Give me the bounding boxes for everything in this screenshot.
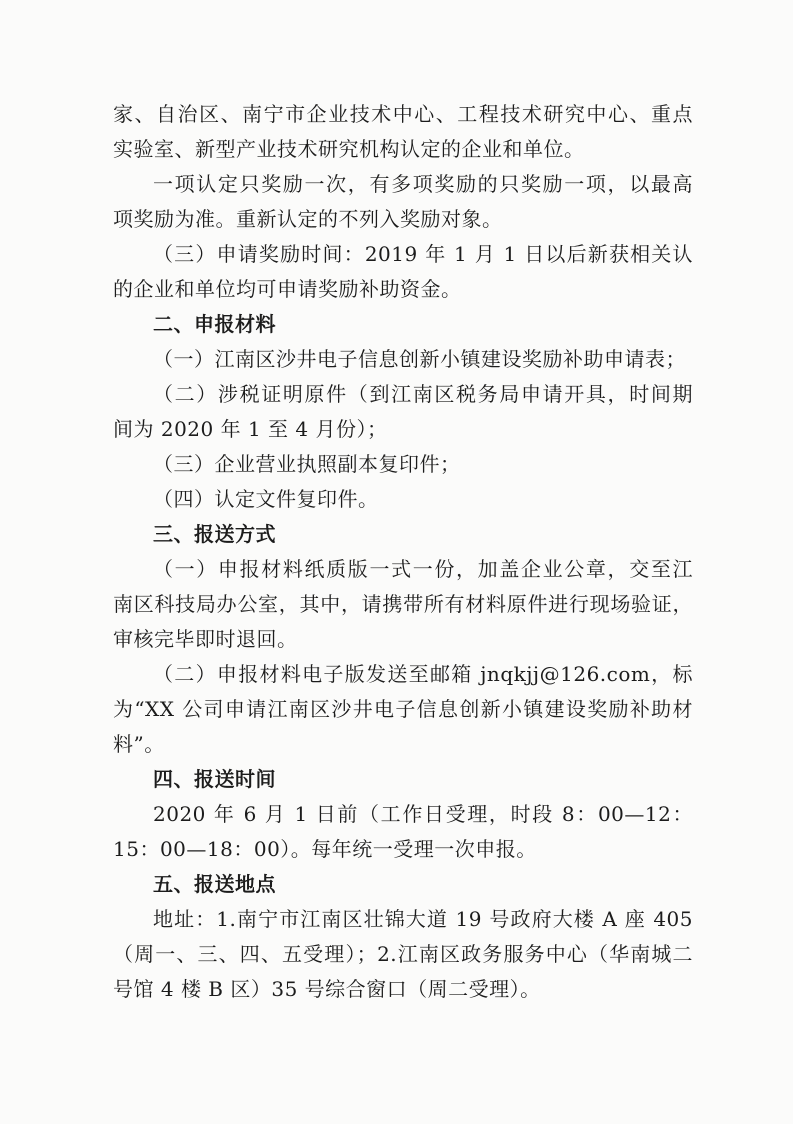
- paragraph: [113, 482, 693, 517]
- document-body: [113, 97, 693, 1007]
- text-line: 四、报送时间: [153, 767, 276, 791]
- text-line: 2020 年 6 月 1 日前（工作日受理，时段 8：00—12：: [153, 802, 693, 826]
- text-line: （三）企业营业执照副本复印件；: [153, 452, 461, 476]
- text-line: （四）认定文件复印件。: [153, 487, 379, 511]
- text-line: （一）申报材料纸质版一式一份，加盖企业公章，交至江: [153, 557, 693, 581]
- text-line: （一）江南区沙井电子信息创新小镇建设奖励补助申请表；: [153, 347, 686, 371]
- text-line: 南区科技局办公室，其中，请携带所有材料原件进行现场验证，: [113, 592, 693, 616]
- section-heading: [113, 762, 693, 797]
- text-line: 家、自治区、南宁市企业技术中心、工程技术研究中心、重点: [113, 102, 693, 126]
- text-line: 项奖励为准。重新认定的不列入奖励对象。: [113, 207, 503, 231]
- paragraph: [113, 552, 693, 657]
- text-line: 15：00—18：00）。每年统一受理一次申报。: [113, 837, 537, 861]
- text-line: 的企业和单位均可申请奖励补助资金。: [113, 277, 462, 301]
- section-heading: [113, 517, 693, 552]
- paragraph: [113, 797, 693, 867]
- paragraph: [113, 167, 693, 237]
- section-heading: [113, 867, 693, 902]
- section-heading: [113, 307, 693, 342]
- paragraph: [113, 97, 693, 167]
- text-line: 地址：1.南宁市江南区壮锦大道 19 号政府大楼 A 座 405: [153, 907, 693, 931]
- text-line: （二）申报材料电子版发送至邮箱 jnqkjj@126.com，标: [153, 662, 693, 686]
- text-line: 料”。: [113, 732, 165, 756]
- text-line: （周一、三、四、五受理）；2.江南区政务服务中心（华南城二: [113, 942, 693, 966]
- text-line: （三）申请奖励时间：2019 年 1 月 1 日以后新获相关认: [153, 242, 693, 266]
- text-line: 实验室、新型产业技术研究机构认定的企业和单位。: [113, 137, 585, 161]
- text-line: 为“XX 公司申请江南区沙井电子信息创新小镇建设奖励补助材: [113, 697, 693, 721]
- paragraph: [113, 657, 693, 762]
- text-line: 五、报送地点: [153, 872, 276, 896]
- text-line: 审核完毕即时退回。: [113, 627, 298, 651]
- text-line: 二、申报材料: [153, 312, 276, 336]
- paragraph: [113, 377, 693, 447]
- paragraph: [113, 902, 693, 1007]
- text-line: 三、报送方式: [153, 522, 276, 546]
- paragraph: [113, 342, 693, 377]
- text-line: 号馆 4 楼 B 区）35 号综合窗口（周二受理）。: [113, 977, 541, 1001]
- text-line: 一项认定只奖励一次，有多项奖励的只奖励一项，以最高: [153, 172, 693, 196]
- text-line: 间为 2020 年 1 至 4 月份）；: [113, 417, 388, 441]
- paragraph: [113, 447, 693, 482]
- text-line: （二）涉税证明原件（到江南区税务局申请开具，时间期: [153, 382, 693, 406]
- paragraph: [113, 237, 693, 307]
